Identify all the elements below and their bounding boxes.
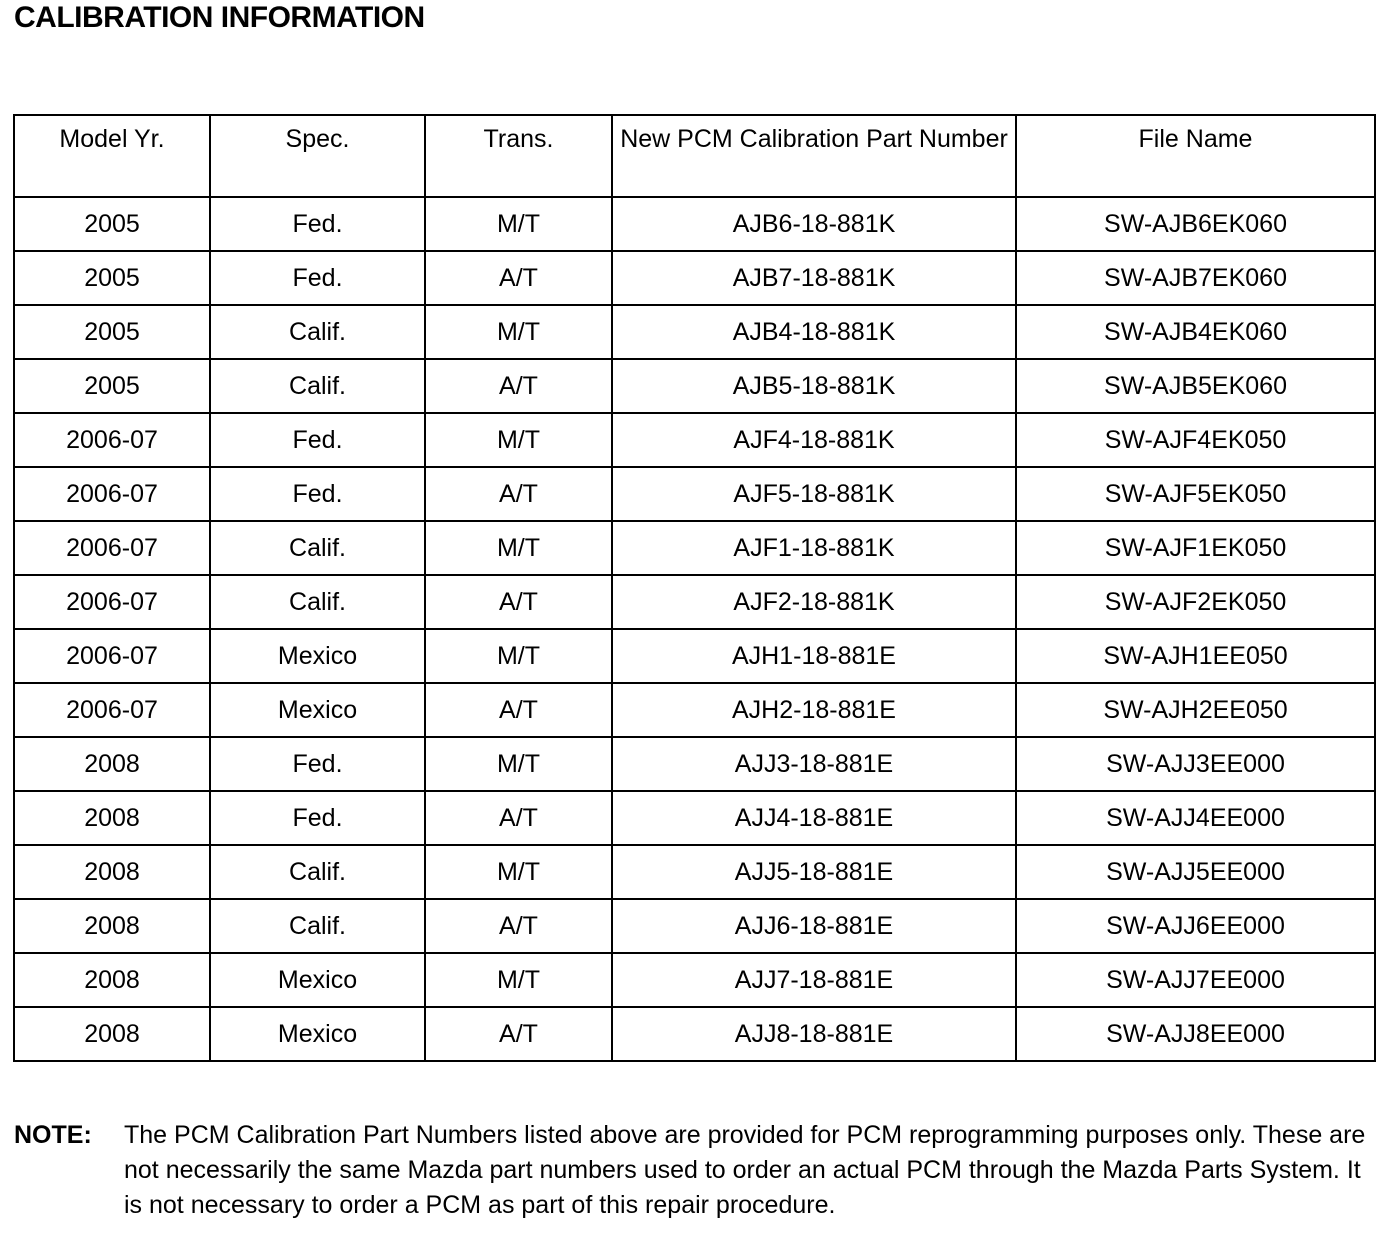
- cell-part-number: AJB4-18-881K: [612, 305, 1016, 359]
- note-text: The PCM Calibration Part Numbers listed above are provided for PCM reprogramming purposes only. These are not necessarily the same Mazda part numbers used to order an actual PCM through the Mazda Parts System. It is not necessary to order a PCM as part of this repair procedure.: [124, 1121, 1366, 1219]
- cell-spec: Fed.: [210, 413, 425, 467]
- cell-spec: Calif.: [210, 359, 425, 413]
- cell-part-number: AJH2-18-881E: [612, 683, 1016, 737]
- table-row: [14, 251, 1375, 305]
- cell-trans: M/T: [425, 845, 612, 899]
- cell-spec: Fed.: [210, 791, 425, 845]
- table-row: [14, 845, 1375, 899]
- header-model-year: Model Yr.: [14, 115, 210, 197]
- cell-trans: A/T: [425, 467, 612, 521]
- cell-part-number: AJF5-18-881K: [612, 467, 1016, 521]
- table-row: [14, 899, 1375, 953]
- table-row: [14, 359, 1375, 413]
- cell-part-number: AJB7-18-881K: [612, 251, 1016, 305]
- cell-file-name: SW-AJJ4EE000: [1016, 791, 1375, 845]
- cell-part-number: AJJ5-18-881E: [612, 845, 1016, 899]
- cell-part-number: AJJ4-18-881E: [612, 791, 1016, 845]
- table-row: [14, 521, 1375, 575]
- cell-part-number: AJJ6-18-881E: [612, 899, 1016, 953]
- header-trans: Trans.: [425, 115, 612, 197]
- cell-part-number: AJB6-18-881K: [612, 197, 1016, 251]
- cell-trans: M/T: [425, 305, 612, 359]
- cell-model-year: 2008: [14, 791, 210, 845]
- cell-file-name: SW-AJJ5EE000: [1016, 845, 1375, 899]
- cell-model-year: 2008: [14, 1007, 210, 1061]
- table-row: [14, 953, 1375, 1007]
- cell-trans: A/T: [425, 791, 612, 845]
- cell-file-name: SW-AJF5EK050: [1016, 467, 1375, 521]
- calibration-table: [13, 114, 1376, 1062]
- table-row: [14, 1007, 1375, 1061]
- cell-file-name: SW-AJH2EE050: [1016, 683, 1375, 737]
- cell-model-year: 2006-07: [14, 629, 210, 683]
- cell-trans: A/T: [425, 251, 612, 305]
- cell-spec: Calif.: [210, 899, 425, 953]
- cell-trans: M/T: [425, 737, 612, 791]
- cell-file-name: SW-AJJ8EE000: [1016, 1007, 1375, 1061]
- cell-spec: Calif.: [210, 305, 425, 359]
- cell-part-number: AJJ3-18-881E: [612, 737, 1016, 791]
- cell-model-year: 2006-07: [14, 521, 210, 575]
- cell-part-number: AJB5-18-881K: [612, 359, 1016, 413]
- cell-file-name: SW-AJH1EE050: [1016, 629, 1375, 683]
- table-row: [14, 629, 1375, 683]
- cell-trans: M/T: [425, 521, 612, 575]
- cell-trans: A/T: [425, 1007, 612, 1061]
- header-file-name: File Name: [1016, 115, 1375, 197]
- cell-model-year: 2006-07: [14, 683, 210, 737]
- table-row: [14, 413, 1375, 467]
- cell-model-year: 2008: [14, 953, 210, 1007]
- cell-spec: Mexico: [210, 683, 425, 737]
- cell-spec: Calif.: [210, 521, 425, 575]
- table-row: [14, 305, 1375, 359]
- note-block: [14, 1118, 1384, 1223]
- cell-file-name: SW-AJF2EK050: [1016, 575, 1375, 629]
- cell-model-year: 2006-07: [14, 575, 210, 629]
- header-spec: Spec.: [210, 115, 425, 197]
- cell-file-name: SW-AJB6EK060: [1016, 197, 1375, 251]
- cell-spec: Fed.: [210, 251, 425, 305]
- cell-part-number: AJH1-18-881E: [612, 629, 1016, 683]
- table-header-row: [14, 115, 1375, 197]
- cell-file-name: SW-AJF1EK050: [1016, 521, 1375, 575]
- table-body: [14, 197, 1375, 1061]
- cell-file-name: SW-AJB7EK060: [1016, 251, 1375, 305]
- cell-part-number: AJF2-18-881K: [612, 575, 1016, 629]
- cell-trans: A/T: [425, 899, 612, 953]
- cell-spec: Mexico: [210, 629, 425, 683]
- cell-trans: M/T: [425, 197, 612, 251]
- cell-trans: A/T: [425, 683, 612, 737]
- cell-file-name: SW-AJB5EK060: [1016, 359, 1375, 413]
- cell-part-number: AJF1-18-881K: [612, 521, 1016, 575]
- cell-model-year: 2005: [14, 305, 210, 359]
- cell-spec: Fed.: [210, 467, 425, 521]
- cell-model-year: 2008: [14, 737, 210, 791]
- table-row: [14, 575, 1375, 629]
- header-part-number: New PCM Calibration Part Number: [612, 115, 1016, 197]
- table-row: [14, 683, 1375, 737]
- cell-part-number: AJJ7-18-881E: [612, 953, 1016, 1007]
- cell-trans: A/T: [425, 575, 612, 629]
- cell-spec: Fed.: [210, 737, 425, 791]
- note-label: NOTE:: [14, 1121, 92, 1149]
- cell-trans: M/T: [425, 413, 612, 467]
- cell-part-number: AJJ8-18-881E: [612, 1007, 1016, 1061]
- cell-file-name: SW-AJB4EK060: [1016, 305, 1375, 359]
- cell-model-year: 2006-07: [14, 467, 210, 521]
- cell-model-year: 2005: [14, 197, 210, 251]
- cell-file-name: SW-AJF4EK050: [1016, 413, 1375, 467]
- cell-trans: M/T: [425, 629, 612, 683]
- cell-file-name: SW-AJJ6EE000: [1016, 899, 1375, 953]
- cell-model-year: 2008: [14, 845, 210, 899]
- cell-spec: Mexico: [210, 1007, 425, 1061]
- table-row: [14, 737, 1375, 791]
- cell-spec: Calif.: [210, 575, 425, 629]
- cell-file-name: SW-AJJ3EE000: [1016, 737, 1375, 791]
- cell-file-name: SW-AJJ7EE000: [1016, 953, 1375, 1007]
- cell-trans: A/T: [425, 359, 612, 413]
- cell-model-year: 2005: [14, 359, 210, 413]
- table-row: [14, 467, 1375, 521]
- cell-spec: Mexico: [210, 953, 425, 1007]
- cell-part-number: AJF4-18-881K: [612, 413, 1016, 467]
- cell-spec: Fed.: [210, 197, 425, 251]
- cell-model-year: 2006-07: [14, 413, 210, 467]
- cell-trans: M/T: [425, 953, 612, 1007]
- cell-model-year: 2005: [14, 251, 210, 305]
- table-row: [14, 197, 1375, 251]
- table-row: [14, 791, 1375, 845]
- page-title: CALIBRATION INFORMATION: [14, 1, 425, 34]
- cell-model-year: 2008: [14, 899, 210, 953]
- cell-spec: Calif.: [210, 845, 425, 899]
